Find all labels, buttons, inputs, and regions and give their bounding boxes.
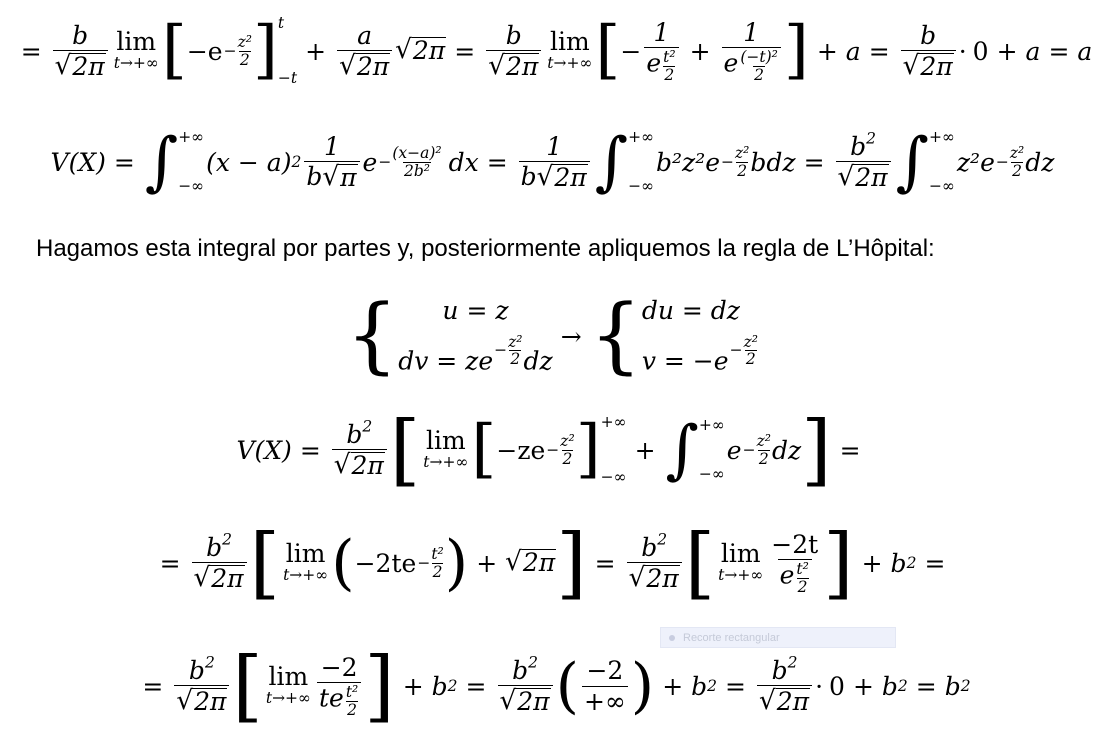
substitution-left: { u = z dv = ze − $\frac{\text{z²}}{2}$ dz: [346, 288, 553, 383]
neg-e: −e: [186, 36, 223, 66]
variance-label: V(X): [50, 147, 106, 177]
equation-line-5: = $b^2$ √ 2π [ lim t→+∞ ( −2te − $\frac{\text{t²}}{2}$ ) + √ 2π ] = $b^2$ √ 2π [ lim t→+∞ −2t e $\frac{\text{t²}}{2}$ ] + b 2 =: [159, 517, 946, 608]
substitution-right: { du = dz v = −e − $\frac{\text{z²}}{2}$: [589, 288, 758, 383]
equation-line-6: = $b^2$ √ 2π [ lim t→+∞ −2 te $\frac{\text{t²}}{2}$ ] + b 2 = $b^2$ √ 2π ( $\frac{-2}{+\infty}$ ) + b 2 = $b^2$ √ 2π · 0 + b 2 = b 2: [142, 640, 971, 731]
equals-sign: =: [20, 36, 42, 66]
evaluation-limits: t −t: [277, 14, 298, 87]
fraction-one-over-exp-neg-t2: 1 e $\frac{\text{(−t)²}}{2}$: [722, 19, 781, 83]
explanation-text: Hagamos esta integral por partes y, posteriormente apliquemos la regla de L’Hôpital:: [36, 235, 935, 262]
integral-sign: ∫ +∞ −∞: [144, 125, 205, 199]
fraction-one-over-exp-t2: 1 e $\frac{\text{t²}}{2}$: [644, 19, 678, 83]
fraction-b-over-sqrt2pi: b √ 2π: [53, 22, 108, 81]
substitution-system: [0, 288, 1105, 383]
equation-line-4: V(X) = $b^2$ √ 2π [ lim t→+∞ [ −ze − $\frac{\text{z²}}{2}$ ] +∞ −∞ + ∫ +∞ −∞ e − $\frac{\text{z²}}{2}$ dz ] =: [236, 404, 861, 495]
equation-line-1: = b √ 2π lim t→+∞ [ −e − $\frac{\text{z²}}{2}$ ] t −t + a √ 2π √ 2π = b √ 2π lim t→+∞ [ − 1 e $\frac{\text{t²}}{2}$ + 1 e $\frac{\text{(−t)²}}{2}$ ] + a = b √ 2π · 0 + a = a: [20, 13, 1093, 88]
limit-operator: lim t→+∞: [113, 27, 159, 73]
arrow-icon: →: [560, 321, 582, 351]
equation-line-2: V(X) = ∫ +∞ −∞ (x − a) 2 1 b √ π e − $\frac{\text{(x−a)²}}{\text{2b²}}$ dx = 1 b √ 2π ∫ +∞ −∞ b²z² e − $\frac{\text{z²}}{2}$ bdz = $b^2$ √ 2π ∫ +∞ −∞ z² e − $\frac{\text{z²}}{2}$ dz: [50, 125, 1055, 199]
tooltip-label: Recorte rectangular: [683, 631, 780, 644]
fraction-a-over-sqrt2pi: a √ 2π: [337, 22, 392, 81]
